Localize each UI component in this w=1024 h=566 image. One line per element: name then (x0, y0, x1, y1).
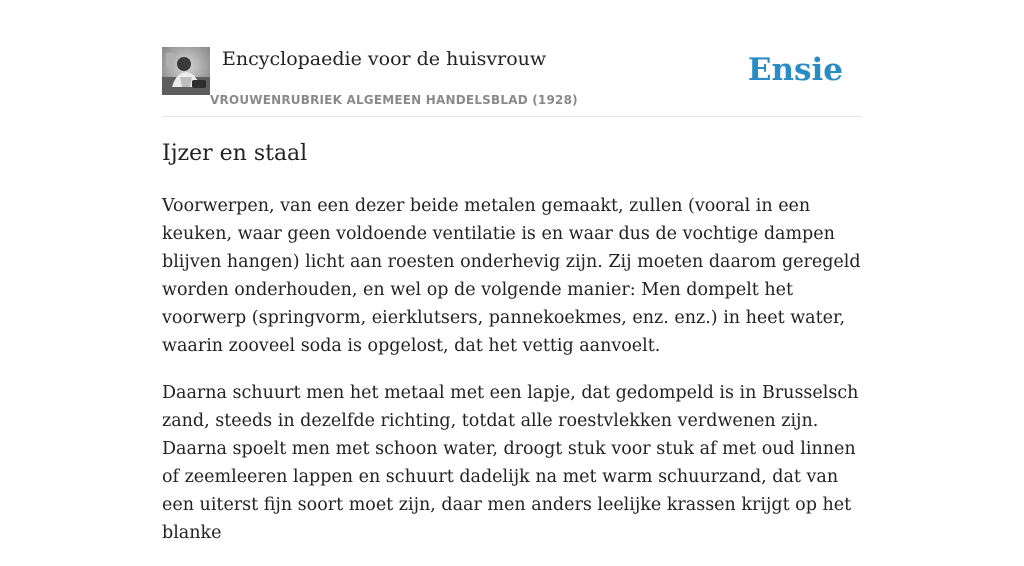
site-header (162, 46, 862, 117)
site-title[interactable]: Encyclopaedie voor de huisvrouw (222, 48, 547, 70)
article-body (162, 192, 868, 566)
article-paragraph: Daarna schuurt men het metaal met een lapje, dat gedompeld is in Brusselsch zand, steeds in dezelfde richting, totdat alle roestvlekken verdwenen zijn. Daarna spoelt men met schoon water, droogt stuk voor stuk af met oud linnen of zeemleeren lappen en schuurt dadelijk na met warm schuurzand, dat van een uiterst fijn soort moet zijn, daar men anders leelijke krassen krijgt op het blanke (162, 383, 859, 543)
article-title: Ijzer en staal (162, 141, 308, 166)
brand-logo[interactable]: Ensie (747, 52, 843, 88)
portrait-photo-icon (162, 47, 210, 95)
site-subtitle: VROUWENRUBRIEK ALGEMEEN HANDELSBLAD (1928) (210, 93, 578, 107)
article-paragraph: Voorwerpen, van een dezer beide metalen gemaakt, zullen (vooral in een keuken, waar geen voldoende ventilatie is en waar dus de vochtige dampen blijven hangen) licht aan roesten onderhevig zijn. Zij moeten daarom geregeld worden onderhouden, en wel op de volgende manier: Men dompelt het voorwerp (springvorm, eierklutsers, pannekoekmes, enz. enz.) in heet water, waarin zooveel soda is opgelost, dat het vettig aanvoelt. (162, 196, 861, 356)
avatar[interactable] (162, 47, 210, 95)
